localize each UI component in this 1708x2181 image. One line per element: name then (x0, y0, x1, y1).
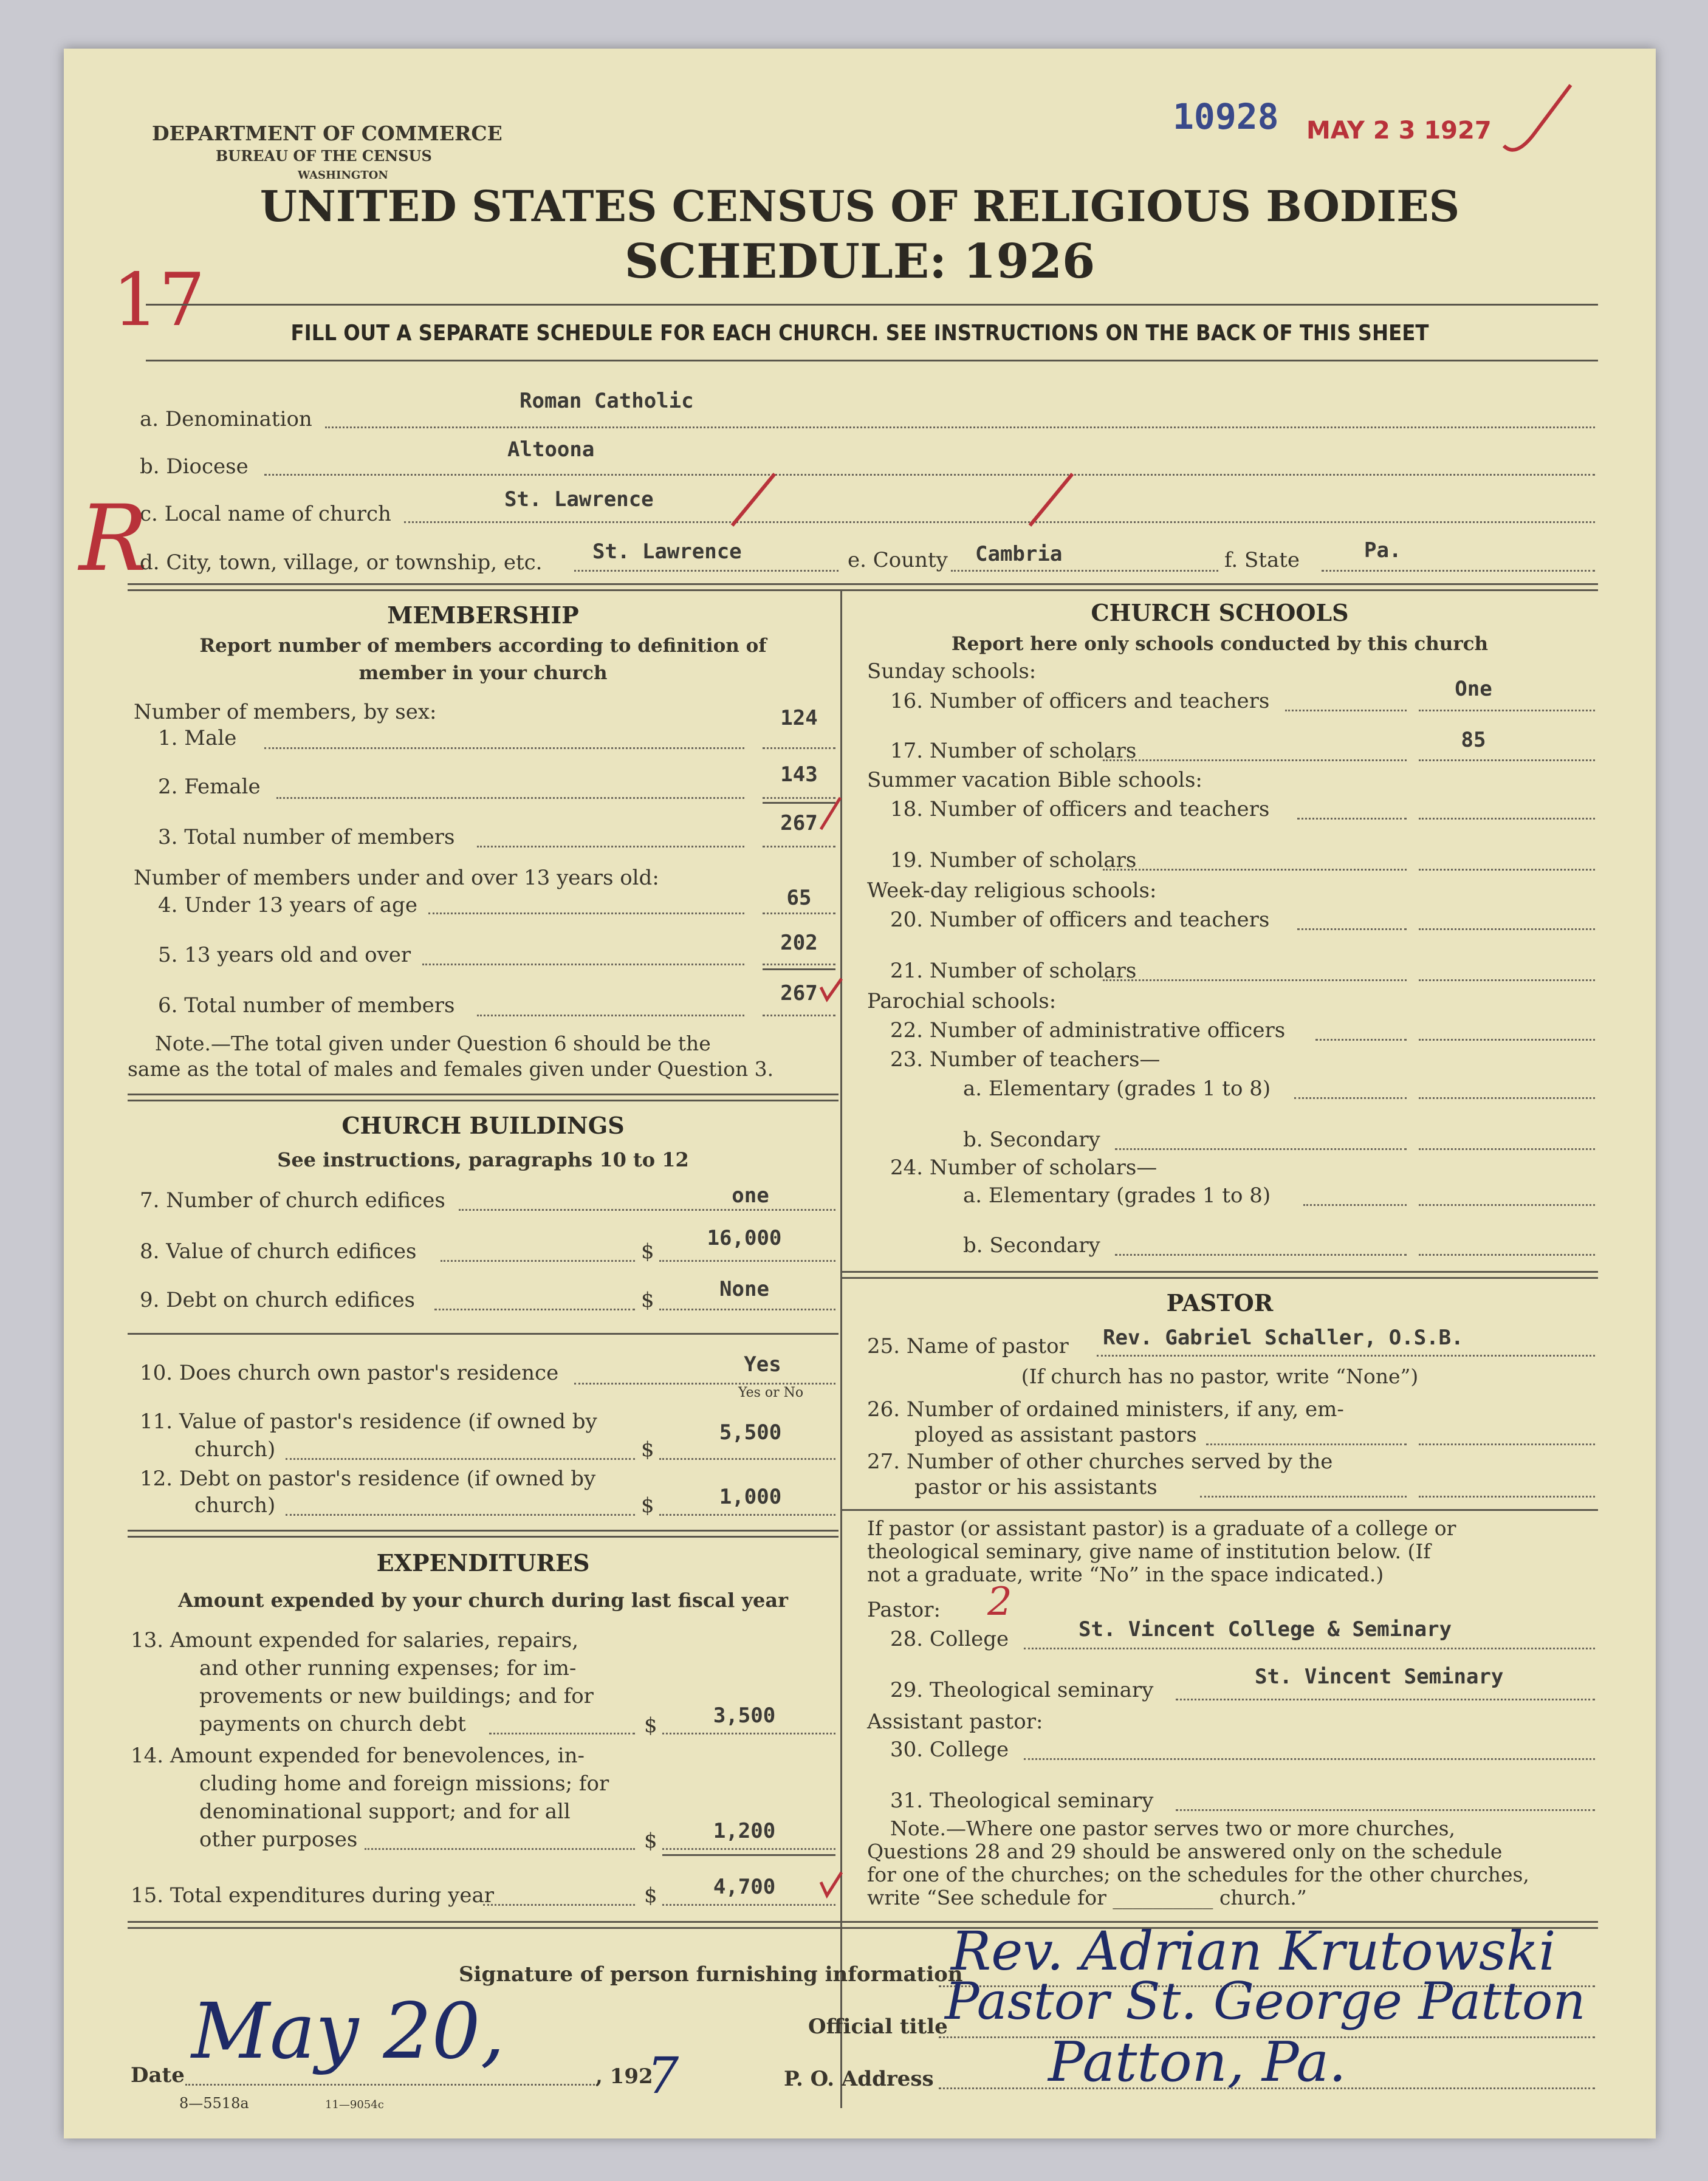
form-title: UNITED STATES CENSUS OF RELIGIOUS BODIES (259, 181, 1460, 231)
q8-label: 8. Value of church edifices (140, 1239, 417, 1264)
bureau-label: BUREAU OF THE CENSUS (216, 147, 432, 165)
q13-label: and other running expenses; for im- (199, 1656, 577, 1680)
q14-label: denominational support; and for all (199, 1799, 571, 1824)
q11-label: 11. Value of pastor's residence (if owned by (140, 1409, 597, 1434)
rule (128, 1333, 839, 1335)
print-number: 11—9054c (325, 2098, 384, 2111)
county-label: e. County (848, 548, 948, 572)
q1-label: 1. Male (158, 726, 237, 750)
q21-label: 21. Number of scholars (890, 959, 1137, 983)
rule (128, 589, 1598, 591)
q16-label: 16. Number of officers and teachers (890, 689, 1270, 713)
summer-label: Summer vacation Bible schools: (867, 768, 1202, 792)
q7-value: one (732, 1183, 769, 1208)
diocese-label: b. Diocese (140, 454, 249, 479)
q30-label: 30. College (890, 1738, 1009, 1762)
q3-label: 3. Total number of members (158, 825, 455, 849)
expenditures-heading: EXPENDITURES (376, 1549, 590, 1577)
q12-label: 12. Debt on pastor's residence (if owned by (140, 1467, 596, 1491)
q11-value: 5,500 (719, 1420, 782, 1445)
weekday-label: Week-day religious schools: (867, 878, 1157, 903)
q11-label: church) (194, 1437, 276, 1462)
margin-mark-r: R (79, 486, 148, 592)
q25-label: 25. Name of pastor (867, 1334, 1069, 1358)
sum-rule (662, 1854, 835, 1856)
q14-label: cluding home and foreign missions; for (199, 1772, 609, 1796)
signature-label: Signature of person furnishing information (459, 1962, 963, 1987)
q14-label: 14. Amount expended for benevolences, in- (131, 1744, 585, 1768)
sum-rule (763, 968, 835, 970)
membership-heading: MEMBERSHIP (387, 601, 579, 629)
date-label: Date (131, 2063, 185, 2087)
city-town-value: St. Lawrence (592, 539, 742, 564)
separate-schedule-instruction: FILL OUT A SEPARATE SCHEDULE FOR EACH CHURCH. SEE INSTRUCTIONS ON THE BACK OF THIS SHEET (290, 321, 1429, 346)
rule (128, 1530, 839, 1532)
red-check-mark (816, 975, 846, 1005)
pastor-note: Note.—Where one pastor serves two or more churches, (890, 1816, 1456, 1840)
state-value: Pa. (1364, 538, 1402, 563)
rule (128, 1100, 839, 1101)
q23a-label: a. Elementary (grades 1 to 8) (963, 1077, 1271, 1101)
dept-label: DEPARTMENT OF COMMERCE (152, 122, 502, 145)
schools-heading: CHURCH SCHOOLS (1091, 599, 1349, 626)
pastor-note: for one of the churches; on the schedules for the other churches, (867, 1863, 1529, 1886)
form-number: 8—5518a (179, 2095, 249, 2112)
official-title-value: Pastor St. George Patton (945, 1971, 1586, 2031)
pastor-note: Questions 28 and 29 should be answered only on the schedule (867, 1840, 1503, 1863)
q26-label: 26. Number of ordained ministers, if any, em- (867, 1397, 1344, 1422)
q2-value: 143 (780, 762, 818, 787)
form-subtitle: SCHEDULE: 1926 (624, 234, 1096, 289)
local-name-value: St. Lawrence (504, 487, 654, 512)
received-stamp: MAY 2 3 1927 (1306, 117, 1492, 145)
q6-value: 267 (780, 981, 818, 1005)
city-town-label: d. City, town, village, or township, etc. (140, 550, 543, 575)
graduate-instruction: not a graduate, write “No” in the space indicated.) (867, 1563, 1384, 1586)
dollar-sign: $ (644, 1883, 657, 1908)
q9-value: None (719, 1277, 769, 1301)
membership-intro: member in your church (358, 662, 608, 684)
q4-value: 65 (786, 886, 812, 910)
assistant-label: Assistant pastor: (867, 1710, 1043, 1734)
red-check-mark (816, 1869, 846, 1902)
q13-label: provements or new buildings; and for (199, 1684, 594, 1708)
rule (128, 1094, 839, 1095)
q5-value: 202 (780, 931, 818, 955)
pastor-handwritten-mark: 2 (987, 1580, 1012, 1625)
q15-label: 15. Total expenditures during year (131, 1883, 495, 1908)
q27-label: 27. Number of other churches served by the (867, 1450, 1333, 1474)
q26-label: ployed as assistant pastors (914, 1423, 1197, 1447)
buildings-heading: CHURCH BUILDINGS (341, 1112, 625, 1139)
q22-label: 22. Number of administrative officers (890, 1018, 1286, 1043)
membership-intro: Report number of members according to definition of (199, 635, 767, 657)
membership-note: same as the total of males and females given under Question 3. (128, 1057, 774, 1081)
rule (842, 1277, 1598, 1279)
dollar-sign: $ (641, 1437, 654, 1462)
q23b-label: b. Secondary (963, 1128, 1100, 1152)
rule (842, 1271, 1598, 1273)
q18-label: 18. Number of officers and teachers (890, 797, 1270, 821)
rule (146, 360, 1598, 361)
membership-note: Note.—The total given under Question 6 should be the (155, 1032, 711, 1055)
q16-value: One (1455, 677, 1492, 701)
dollar-sign: $ (641, 1239, 654, 1264)
city-label: WASHINGTON (298, 169, 388, 182)
denomination-label: a. Denomination (140, 407, 312, 431)
state-label: f. State (1224, 548, 1300, 572)
q1-value: 124 (780, 706, 818, 730)
red-check-mark (1498, 73, 1595, 170)
q3-value: 267 (780, 811, 818, 835)
q13-value: 3,500 (713, 1703, 776, 1728)
q9-label: 9. Debt on church edifices (140, 1288, 415, 1312)
q12-value: 1,000 (719, 1485, 782, 1509)
q14-label: other purposes (199, 1827, 358, 1852)
dollar-sign: $ (644, 1713, 657, 1738)
schools-sub: Report here only schools conducted by this church (951, 633, 1489, 655)
graduate-instruction: If pastor (or assistant pastor) is a graduate of a college or (867, 1516, 1456, 1540)
parochial-label: Parochial schools: (867, 989, 1057, 1013)
q29-value: St. Vincent Seminary (1255, 1665, 1504, 1689)
dollar-sign: $ (641, 1493, 654, 1518)
q4-label: 4. Under 13 years of age (158, 893, 417, 917)
q24a-label: a. Elementary (grades 1 to 8) (963, 1183, 1271, 1208)
pastor-note: write “See schedule for __________ church.” (867, 1886, 1307, 1909)
q24-label: 24. Number of scholars— (890, 1156, 1158, 1180)
q29-label: 29. Theological seminary (890, 1678, 1154, 1702)
q27-label: pastor or his assistants (914, 1475, 1158, 1499)
rule (128, 583, 1598, 585)
county-value: Cambria (975, 542, 1063, 566)
q2-label: 2. Female (158, 775, 261, 799)
red-check-mark (726, 468, 781, 535)
q28-label: 28. College (890, 1627, 1009, 1651)
q10-value: Yes (744, 1352, 781, 1377)
q24b-label: b. Secondary (963, 1233, 1100, 1258)
q19-label: 19. Number of scholars (890, 848, 1137, 872)
red-check-mark (816, 793, 846, 835)
dollar-sign: $ (641, 1288, 654, 1312)
q13-label: payments on church debt (199, 1712, 466, 1736)
q6-label: 6. Total number of members (158, 993, 455, 1018)
q10-label: 10. Does church own pastor's residence (140, 1361, 559, 1385)
q15-value: 4,700 (713, 1875, 776, 1899)
by-sex-label: Number of members, by sex: (134, 700, 437, 724)
q17-label: 17. Number of scholars (890, 739, 1137, 763)
q25-hint: (If church has no pastor, write “None”) (1021, 1364, 1419, 1388)
date-value: May 20, (191, 1987, 505, 2076)
yes-no-hint: Yes or No (738, 1385, 804, 1400)
census-schedule-sheet (64, 49, 1656, 2138)
q13-label: 13. Amount expended for salaries, repairs, (131, 1628, 579, 1652)
q28-value: St. Vincent College & Seminary (1079, 1617, 1452, 1642)
year-value: 7 (647, 2047, 679, 2105)
q23-label: 23. Number of teachers— (890, 1047, 1161, 1072)
local-name-label: c. Local name of church (140, 502, 391, 526)
sunday-label: Sunday schools: (867, 659, 1037, 683)
pastor-sub-label: Pastor: (867, 1598, 941, 1622)
expenditures-sub: Amount expended by your church during last fiscal year (178, 1589, 788, 1612)
q8-value: 16,000 (707, 1226, 782, 1250)
official-title-label: Official title (808, 2015, 948, 2039)
q31-label: 31. Theological seminary (890, 1789, 1154, 1813)
red-check-mark (1024, 468, 1079, 535)
year-prefix: , 192 (595, 2064, 653, 2089)
q12-label: church) (194, 1493, 276, 1518)
q20-label: 20. Number of officers and teachers (890, 908, 1270, 932)
by-age-label: Number of members under and over 13 years old: (134, 866, 659, 890)
po-address-label: P. O. Address (784, 2067, 934, 2091)
q14-value: 1,200 (713, 1819, 776, 1843)
q17-value: 85 (1461, 728, 1486, 752)
denomination-value: Roman Catholic (520, 389, 694, 413)
pastor-heading: PASTOR (1166, 1289, 1274, 1316)
rule (842, 1509, 1598, 1511)
po-address-value: Patton, Pa. (1048, 2030, 1346, 2094)
margin-mark-17: 17 (112, 258, 205, 343)
stamp-number: 10928 (1173, 96, 1279, 137)
dollar-sign: $ (644, 1829, 657, 1853)
signature-value: Rev. Adrian Krutowski (951, 1920, 1556, 1982)
graduate-instruction: theological seminary, give name of institution below. (If (867, 1539, 1431, 1563)
q7-label: 7. Number of church edifices (140, 1188, 445, 1213)
diocese-value: Altoona (507, 437, 595, 462)
rule (146, 304, 1598, 306)
buildings-sub: See instructions, paragraphs 10 to 12 (277, 1148, 689, 1171)
rule (128, 1536, 839, 1538)
q5-label: 5. 13 years old and over (158, 943, 411, 967)
q25-value: Rev. Gabriel Schaller, O.S.B. (1103, 1326, 1464, 1350)
